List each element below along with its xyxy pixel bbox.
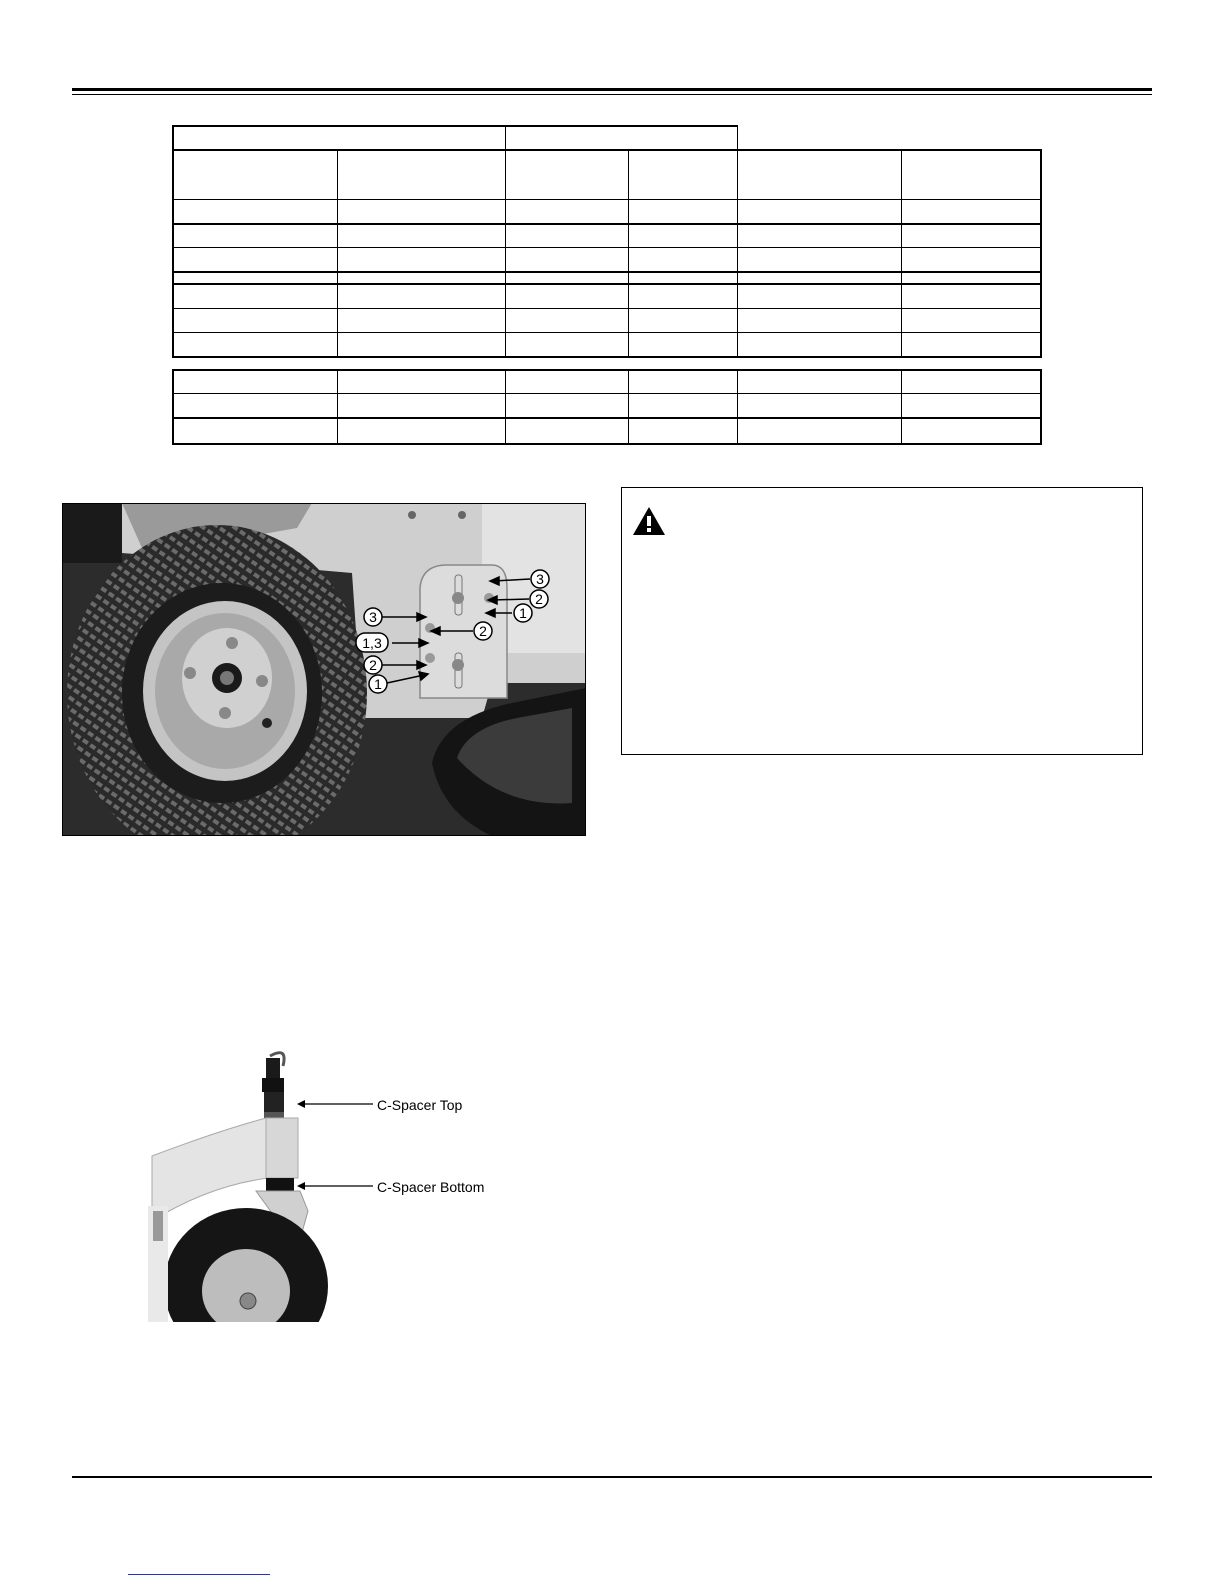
- svg-text:2: 2: [535, 591, 543, 607]
- header-rule-thick: [72, 88, 1152, 91]
- lug-nut: [256, 675, 268, 687]
- table-col-rule: [901, 149, 902, 358]
- svg-text:2: 2: [369, 657, 377, 673]
- table-col-rule: [1040, 369, 1042, 445]
- warning-triangle-icon: [631, 505, 667, 537]
- table-row-rule: [172, 247, 1042, 248]
- table-row-rule: [172, 332, 1042, 333]
- callout-1-left: [369, 675, 387, 693]
- table-col-rule: [901, 369, 902, 445]
- svg-text:1: 1: [519, 605, 527, 621]
- table-col-rule: [172, 125, 174, 358]
- table-row-rule: [172, 393, 1042, 394]
- caster-wheel-rim: [202, 1249, 290, 1333]
- table-row-rule: [172, 283, 1042, 285]
- caster-spindle: [266, 1058, 280, 1080]
- lug-nut: [226, 637, 238, 649]
- plate-bolt: [452, 659, 464, 671]
- table-row-rule: [172, 417, 1042, 419]
- label-c-spacer-bottom: C-Spacer Bottom: [377, 1179, 485, 1195]
- table-col-rule: [337, 149, 338, 358]
- rear-wheel-height-plate-photo: [62, 503, 586, 836]
- lug-nut: [184, 667, 196, 679]
- table-header-rule: [172, 149, 1042, 151]
- callout-3-right: [531, 570, 549, 588]
- table-col-rule: [737, 125, 738, 358]
- table-col-rule: [505, 369, 506, 445]
- caster-axle-bolt: [240, 1293, 256, 1309]
- table-top-rule: [172, 125, 737, 127]
- c-spacer-bottom-stack: [266, 1178, 294, 1192]
- callout-2-right: [530, 590, 548, 608]
- footer-link-underline[interactable]: [128, 1574, 270, 1575]
- svg-text:1: 1: [374, 676, 382, 692]
- table-section-rule: [172, 369, 1042, 371]
- table-section-rule: [172, 356, 1042, 358]
- table-col-rule: [628, 149, 629, 358]
- callout-1-3-left: [356, 633, 388, 652]
- callout-1-right: [514, 604, 532, 622]
- table-row-rule: [172, 271, 1042, 273]
- table-row-rule: [172, 199, 1042, 200]
- valve-stem: [262, 718, 272, 728]
- table-col-rule: [1040, 149, 1042, 358]
- table-bottom-rule: [172, 443, 1042, 445]
- callout-2-left: [364, 656, 382, 674]
- lug-nut: [219, 707, 231, 719]
- height-adjustment-table: [172, 125, 1042, 447]
- c-spacer-top-stack: [262, 1078, 284, 1092]
- svg-text:1,3: 1,3: [362, 635, 382, 651]
- callout-2-center: [474, 622, 492, 640]
- table-row-rule: [172, 223, 1042, 225]
- callout-3-left: [364, 608, 382, 626]
- plate-bolt: [452, 592, 464, 604]
- table-col-rule: [172, 369, 174, 445]
- warning-box: [621, 487, 1143, 755]
- table-col-rule: [505, 125, 506, 358]
- table-col-rule: [737, 369, 738, 445]
- svg-text:3: 3: [369, 609, 377, 625]
- table-col-rule: [628, 369, 629, 445]
- footer-rule: [72, 1476, 1152, 1478]
- label-c-spacer-top: C-Spacer Top: [377, 1097, 463, 1113]
- svg-text:2: 2: [479, 623, 487, 639]
- table-col-rule: [337, 369, 338, 445]
- header-rule-thin: [72, 94, 1152, 95]
- svg-text:3: 3: [536, 571, 544, 587]
- caster-c-spacer-photo: [148, 1046, 498, 1336]
- table-row-rule: [172, 308, 1042, 309]
